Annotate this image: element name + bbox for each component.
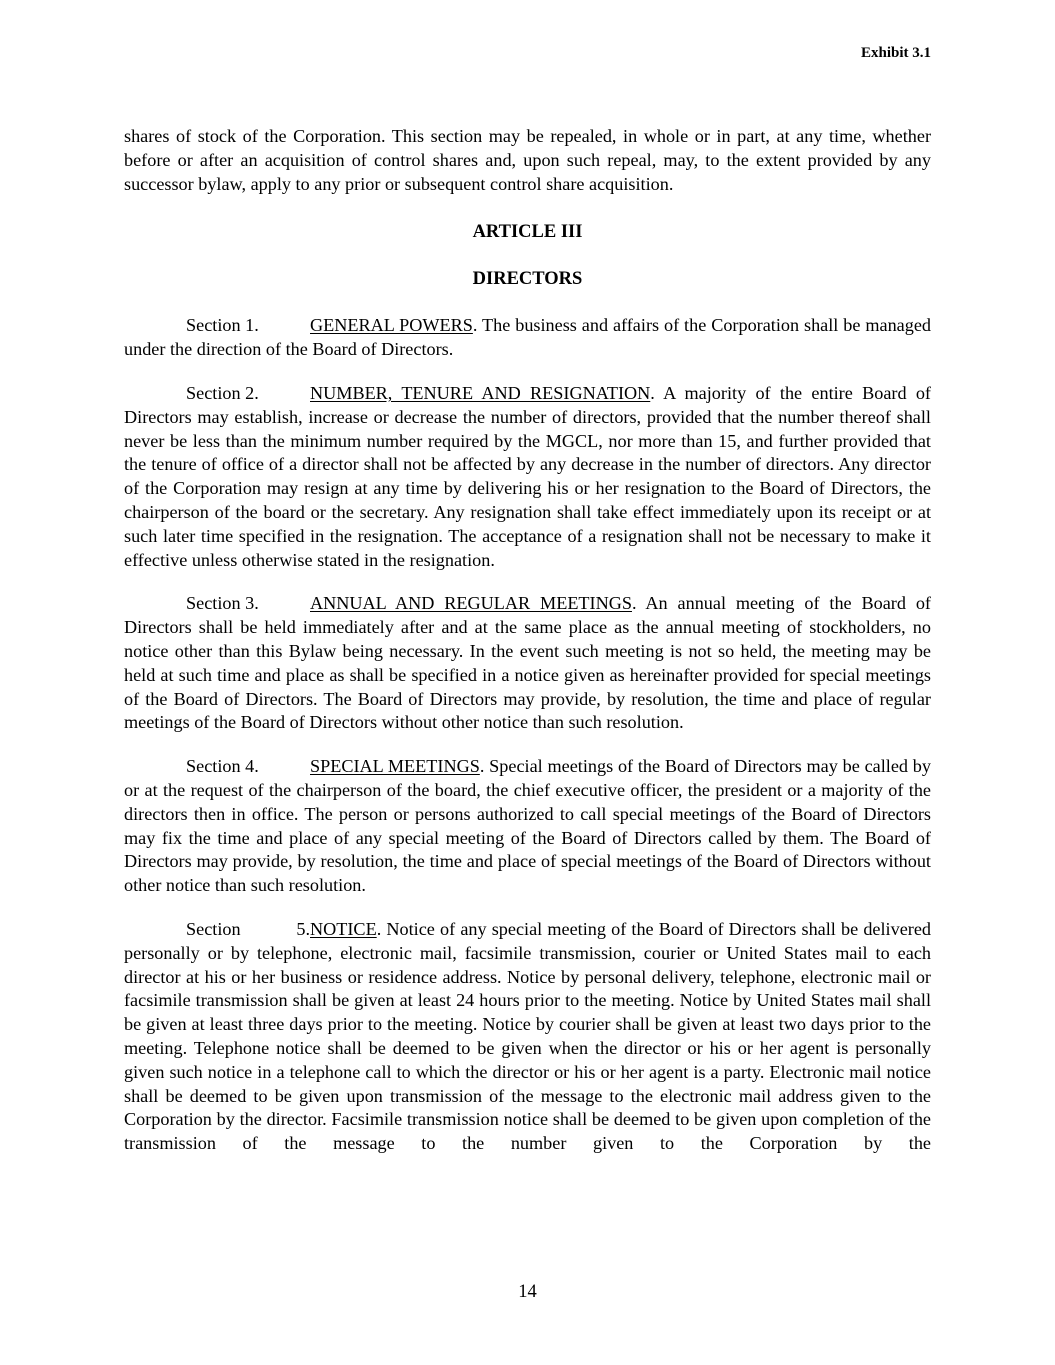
section-2-title: NUMBER, TENURE AND RESIGNATION [310,382,651,403]
article-title: DIRECTORS [472,269,583,290]
document-body [124,125,931,1176]
section-5-body: . Notice of any special meeting of the Board of Directors shall be delivered personally or by telephone, electronic mail, facsimile transmission, courier or United States mail to each director at his or her business or residence address. Notice by personal delivery, telephone, electronic mail or facsimile transmission shall be given at least 24 hours prior to the meeting. Notice by United States mail shall be given at least three days prior to the meeting. Notice by courier shall be given at least two days prior to the meeting. Telephone notice shall be deemed to be given when the director or his or her agent is personally given such notice in a telephone call to which the director or his or her agent is a party. Electronic mail notice shall be deemed to be given upon transmission of the message to the electronic mail address given to the Corporation by the director. Facsimile transmission notice shall be deemed to be given upon completion of the transmission of the message to the number given to the Corporation by the [124,918,931,1154]
section-1-label: Section 1. [186,315,259,336]
section-2 [124,382,931,572]
section-3-title: ANNUAL AND REGULAR MEETINGS [310,593,632,614]
section-4 [124,755,931,898]
section-5-title: NOTICE [310,918,377,939]
section-1 [124,314,931,362]
section-4-body: . Special meetings of the Board of Directors may be called by or at the request of the chairperson of the board, the chief executive officer, the president or a majority of the directors then in office. The person or persons authorized to call special meetings of the Board of Directors may fix the time and place of any special meeting of the Board of Directors called by them. The Board of Directors may provide, by resolution, the time and place of special meetings of the Board of Directors without other notice than such resolution. [124,756,931,896]
section-3 [124,592,931,735]
section-3-label: Section 3. [186,593,259,614]
section-3-body: . An annual meeting of the Board of Directors shall be held immediately after and at the same place as the annual meeting of stockholders, no notice other than this Bylaw being necessary. In the event such meeting is not so held, the meeting may be held at such time and place as shall be specified in a notice given as hereinafter provided for special meetings of the Board of Directors. The Board of Directors may provide, by resolution, the time and place of regular meetings of the Board of Directors without other notice than such resolution. [124,593,931,733]
section-2-body: . A majority of the entire Board of Directors may establish, increase or decrease the number of directors, provided that the number thereof shall never be less than the minimum number required by the MGCL, nor more than 15, and further provided that the tenure of office of a director shall not be affected by any decrease in the number of directors. Any director of the Corporation may resign at any time by delivering his or her resignation to the Board of Directors, the chairperson of the board or the secretary. Any resignation shall take effect immediately upon its receipt or at such later time specified in the resignation. The acceptance of a resignation shall not be necessary to make it effective unless otherwise stated in the resignation. [124,382,931,570]
article-number: ARTICLE III [472,222,583,243]
section-2-label: Section 2. [186,382,259,403]
section-4-title: SPECIAL MEETINGS [310,756,480,777]
section-5 [124,918,931,1156]
section-1-body: . The business and affairs of the Corporation shall be managed under the direction of the Board of Directors. [124,315,932,360]
section-5-label: Section 5. [186,918,310,939]
page-number: 14 [518,1282,537,1302]
continuation-paragraph: shares of stock of the Corporation. This section may be repealed, in whole or in part, at any time, whether before or after an acquisition of control shares and, upon such repeal, may, to the extent provided by any successor bylaw, apply to any prior or subsequent control share acquisition. [124,126,931,194]
section-1-title: GENERAL POWERS [310,315,473,336]
section-4-label: Section 4. [186,756,259,777]
exhibit-label: Exhibit 3.1 [860,45,931,61]
